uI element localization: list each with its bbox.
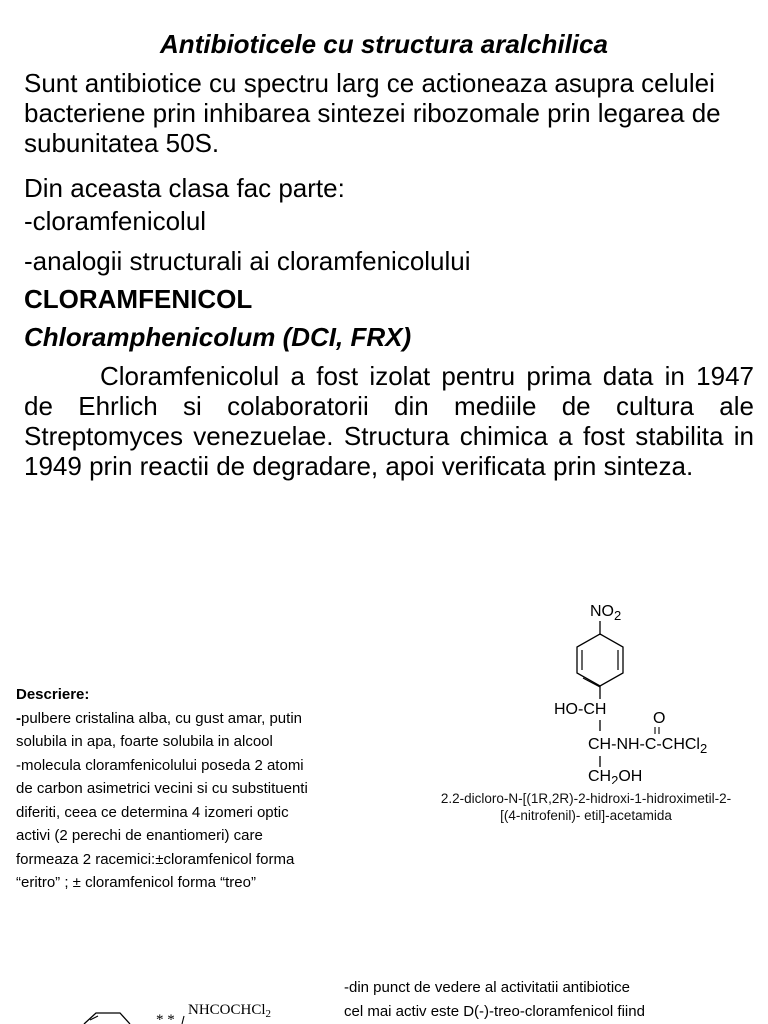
description-dash: - [16,709,21,727]
description-line: activi (2 perechi de enantiomeri) care [16,827,263,844]
description-line: diferiti, ceea ce determina 4 izomeri optic [16,803,289,821]
ring-double-bond [583,678,600,687]
class-line: Din aceasta clasa fac parte: [24,173,345,203]
description-line: “eritro” ; ± cloramfenicol forma “treo” [16,874,256,891]
section-heading: CLORAMFENICOL [24,284,253,314]
asymmetric-center-marks: * * [156,1012,175,1024]
ring-fragment [84,1013,130,1024]
stereo-structure-partial [70,996,330,1024]
description-line: de carbon asimetrici vecini si cu substituenti [16,780,308,797]
description-line: -molecula cloramfenicolului poseda 2 atomi [16,756,304,774]
history-text: Cloramfenicolul a fost izolat pentru prima data in 1947 de Ehrlich si colaboratorii din mediile de cultura ale Streptomyces venezuelae. Structura chimica a fost stabilita in 1949 prin reactii de degradare, apoi verificata prin sinteza. [24,361,754,481]
description-line: formeaza 2 racemici:±cloramfenicol forma [16,850,295,868]
page-title: Antibioticele cu structura aralchilica [160,29,608,59]
description-line: solubila in apa, foarte solubila in alcool [16,733,273,750]
intro-paragraph: Sunt antibiotice cu spectru larg ce actioneaza asupra celulei bacteriene prin inhibarea sintezei ribozomale prin legarea de subunitatea 50S. [24,68,721,158]
description-title: Descriere: [16,686,90,703]
activity-line-2: cel mai activ este D(-)-treo-cloramfenicol fiind [344,1003,645,1020]
list-item-cloramfenicol: -cloramfenicolul [24,206,207,236]
hydroxymethyl-label: $CH_2OH$ [588,768,643,784]
iupac-line-1: 2.2-dicloro-N-[(1R,2R)-2-hidroxi-1-hidroximetil-2- [440,791,732,806]
history-paragraph [24,361,754,481]
description-block [16,683,376,895]
nitro-group-label: $NO_2$ [590,603,622,623]
acylamino-label: NHCOCHCl$_2$ [188,1002,272,1020]
activity-line-1: -din punct de vedere al activitatii antibiotice [344,979,630,996]
iupac-name [404,790,768,824]
section-subheading: Chloramphenicolum (DCI, FRX) [24,322,412,352]
bond-line [182,1016,184,1024]
iupac-line-2: [(4-nitrofenil)- etil]-acetamida [500,808,672,823]
description-line [16,707,376,731]
list-item-analogi: -analogii structurali ai cloramfenicolului [24,246,471,276]
chloramphenicol-structure [548,594,758,784]
hydroxy-ch-label: HO-CH [554,701,607,718]
description-line-text: pulbere cristalina alba, cu gust amar, putin [21,709,302,727]
carbonyl-oxygen-label: O [653,710,666,727]
amide-chain-label: CH-NH-C-CHCl$_2$ [588,736,708,756]
activity-note [344,976,764,1024]
